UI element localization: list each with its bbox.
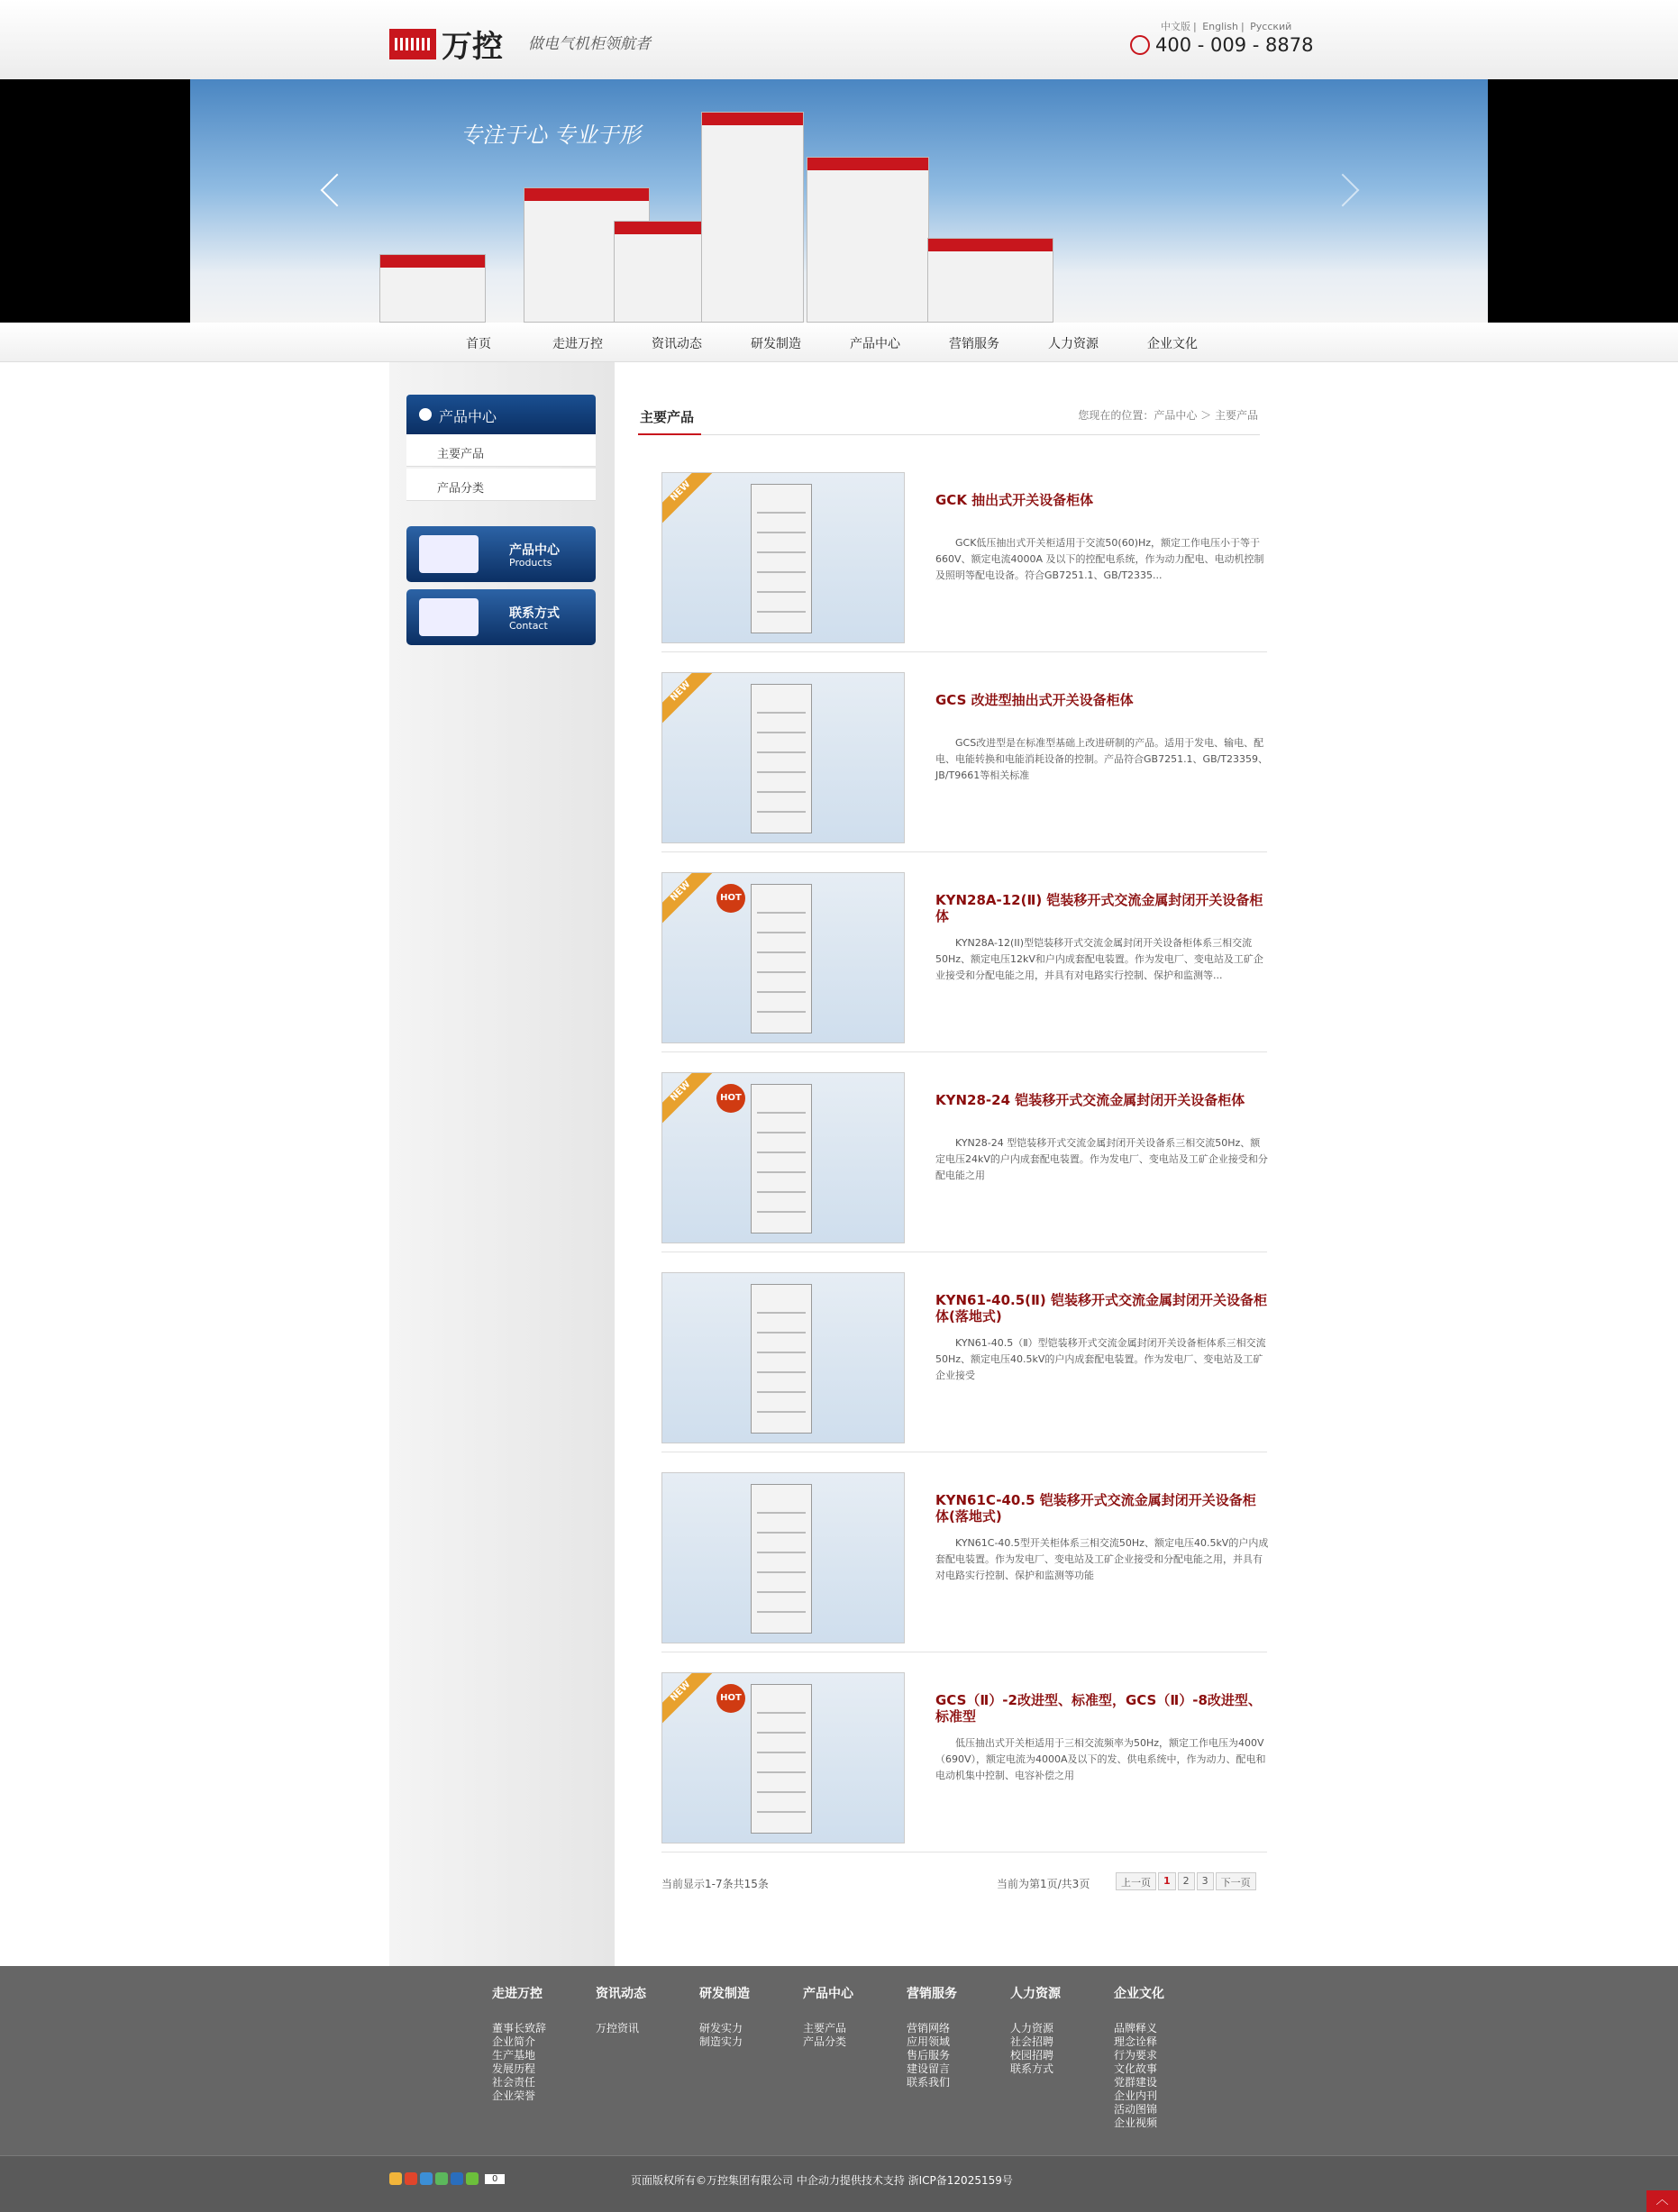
card-title: 产品中心: [509, 543, 560, 558]
pager-page-info: 当前为第1页/共3页: [997, 1878, 1090, 1890]
product-image[interactable]: [661, 472, 905, 643]
renren-share-icon[interactable]: [451, 2172, 463, 2185]
product-desc: 低压抽出式开关柜适用于三相交流频率为50Hz，额定工作电压为400V（690V），额定电流为4000A及以下的发、供电系统中，作为动力、配电和电动机集中控制、电容补偿之用: [935, 1737, 1266, 1781]
footer-link[interactable]: 发展历程: [492, 2062, 536, 2075]
phone-number: 400 - 009 - 8878: [1155, 34, 1314, 56]
product-item: [661, 1072, 1267, 1252]
footer-heading[interactable]: 营销服务: [907, 1987, 957, 2001]
nav-hr[interactable]: 人力资源: [1048, 337, 1099, 351]
product-item: [661, 672, 1267, 852]
phone-icon: [1130, 35, 1150, 55]
sidebar-item-main-products[interactable]: 主要产品: [406, 434, 596, 467]
title-divider: [638, 434, 1260, 435]
footer-link[interactable]: 理念诠释: [1114, 2035, 1158, 2048]
main-content: [615, 362, 1289, 1966]
lang-russian[interactable]: Русский: [1250, 21, 1292, 32]
prev-page-button[interactable]: 上一页: [1116, 1872, 1156, 1890]
footer-link[interactable]: 校园招聘: [1010, 2049, 1054, 2062]
page-1-button[interactable]: 1: [1158, 1872, 1176, 1890]
banner-next-arrow-icon[interactable]: [1327, 174, 1360, 207]
pager: [1116, 1872, 1258, 1890]
footer-link[interactable]: 联系我们: [907, 2076, 951, 2089]
back-to-top-icon[interactable]: ︿: [1646, 2190, 1678, 2212]
footer-col-news: [596, 1984, 646, 2035]
product-desc: KYN61-40.5（Ⅱ）型铠装移开式交流金属封闭开关设备柜体系三相交流50Hz、额定电压40.5kV的户内成套配电装置。作为发电厂、变电站及工矿企业接受: [935, 1337, 1266, 1381]
product-desc: GCS改进型是在标准型基础上改进研制的产品。适用于发电、输电、配电、电能转换和电能消耗设备的控制。产品符合GB7251.1、GB/T23359、JB/T9661等相关标准: [935, 737, 1269, 781]
contact-thumb-icon: [419, 598, 479, 636]
product-title[interactable]: GCK 抽出式开关设备柜体: [935, 492, 1094, 508]
share-count: 0: [485, 2174, 505, 2184]
hot-badge: HOT: [716, 884, 745, 913]
product-title[interactable]: KYN61C-40.5 铠装移开式交流金属封闭开关设备柜体(落地式): [935, 1492, 1256, 1525]
new-badge: NEW: [661, 672, 713, 724]
footer-col-hr: [1010, 1984, 1061, 2076]
logo[interactable]: [389, 22, 503, 66]
card-title: 联系方式: [509, 606, 560, 621]
product-desc: KYN61C-40.5型开关柜体系三相交流50Hz、额定电压40.5kV的户内成套配电装置。作为发电厂、变电站及工矿企业接受和分配电能之用，并具有对电路实行控制、保护和监测等功能: [935, 1537, 1269, 1581]
page-2-button[interactable]: 2: [1178, 1872, 1195, 1890]
breadcrumb: 您现在的位置：产品中心 ＞ 主要产品: [1078, 409, 1258, 422]
page-title: 主要产品: [640, 409, 695, 425]
new-badge: NEW: [661, 1672, 713, 1724]
footer-link[interactable]: 社会招聘: [1010, 2035, 1054, 2048]
new-badge: NEW: [661, 1072, 713, 1124]
page-body: [389, 362, 1289, 1966]
footer-link[interactable]: 产品分类: [803, 2035, 847, 2048]
lang-chinese[interactable]: 中文版: [1161, 21, 1190, 32]
sidebar-card-products[interactable]: [406, 526, 596, 582]
product-desc: GCK低压抽出式开关柜适用于交流50(60)Hz，额定工作电压小于等于660V、额定电流4000A 及以下的控配电系统，作为动力配电、电动机控制及照明等配电设备。符合GB7251.1、GB/T2335...: [935, 537, 1264, 581]
product-item: [661, 1472, 1267, 1652]
footer-link[interactable]: 应用领域: [907, 2035, 951, 2048]
banner-prev-arrow-icon[interactable]: [321, 174, 354, 207]
product-image[interactable]: [661, 672, 905, 843]
hot-badge: HOT: [716, 1684, 745, 1713]
footer-link[interactable]: 活动图锦: [1114, 2103, 1158, 2116]
nav-news[interactable]: 资讯动态: [652, 337, 702, 351]
footer-link[interactable]: 研发实力: [699, 2022, 743, 2034]
footer-heading[interactable]: 走进万控: [492, 1987, 543, 2001]
product-image[interactable]: [661, 872, 905, 1043]
footer-link[interactable]: 社会责任: [492, 2076, 536, 2089]
card-subtitle: Products: [509, 557, 552, 569]
footer-link[interactable]: 人力资源: [1010, 2022, 1054, 2034]
product-title[interactable]: KYN28-24 铠装移开式交流金属封闭开关设备柜体: [935, 1092, 1245, 1108]
copyright: 页面版权所有©万控集团有限公司 中企动力提供技术支持 浙ICP备12025159号: [631, 2174, 1013, 2187]
logo-mark-icon: [389, 29, 436, 59]
banner: [0, 79, 1678, 323]
product-image[interactable]: [661, 1472, 905, 1643]
product-title[interactable]: GCS（Ⅱ）-2改进型、标准型，GCS（Ⅱ）-8改进型、标准型: [935, 1692, 1262, 1725]
cabinet-image: [701, 112, 804, 323]
footer-link[interactable]: 行为要求: [1114, 2049, 1158, 2062]
product-item: [661, 472, 1267, 652]
card-subtitle: Contact: [509, 620, 548, 632]
footer-link[interactable]: 品牌释义: [1114, 2022, 1158, 2034]
product-item: [661, 1672, 1267, 1852]
share-bar: [389, 2172, 505, 2185]
header: [0, 0, 1678, 79]
nav-rd[interactable]: 研发制造: [751, 337, 801, 351]
sidebar-item-categories[interactable]: 产品分类: [406, 469, 596, 501]
more-share-icon[interactable]: [466, 2172, 479, 2185]
footer-link[interactable]: 文化故事: [1114, 2062, 1158, 2075]
cabinet-image: [379, 254, 486, 323]
footer-link[interactable]: 建设留言: [907, 2062, 951, 2075]
cabinet-image: [927, 238, 1053, 323]
footer-link[interactable]: 企业视频: [1114, 2116, 1158, 2129]
products-thumb-icon: [419, 535, 479, 573]
bullet-icon: [419, 408, 432, 421]
page-3-button[interactable]: 3: [1197, 1872, 1214, 1890]
footer-link[interactable]: 企业内刊: [1114, 2089, 1158, 2102]
sidebar: [389, 362, 615, 1966]
sidebar-title: [406, 395, 596, 434]
footer: [0, 1966, 1678, 2212]
footer-col-rd: [699, 1984, 750, 2049]
product-desc: KYN28-24 型铠装移开式交流金属封闭开关设备系三相交流50Hz、额定电压24kV的户内成套配电装置。作为发电厂、变电站及工矿企业接受和分配电能之用: [935, 1137, 1268, 1181]
product-title[interactable]: KYN61-40.5(Ⅱ) 铠装移开式交流金属封闭开关设备柜体(落地式): [935, 1292, 1267, 1324]
footer-link[interactable]: 售后服务: [907, 2049, 951, 2062]
footer-link[interactable]: 主要产品: [803, 2022, 847, 2034]
pager-summary: 当前显示1-7条共15条: [661, 1878, 769, 1890]
new-badge: NEW: [661, 472, 713, 523]
footer-col-culture: [1114, 1984, 1164, 2130]
nav-marketing[interactable]: 营销服务: [949, 337, 999, 351]
sidebar-title-text: 产品中心: [439, 408, 497, 425]
hotline: [1130, 34, 1313, 56]
product-item: [661, 872, 1267, 1052]
footer-heading[interactable]: 企业文化: [1114, 1987, 1164, 2001]
footer-link[interactable]: 生产基地: [492, 2049, 536, 2062]
product-image[interactable]: [661, 1072, 905, 1243]
banner-slide: [190, 79, 1488, 323]
lang-english[interactable]: English: [1202, 21, 1238, 32]
nav-products[interactable]: 产品中心: [850, 337, 900, 351]
footer-link[interactable]: 党群建设: [1114, 2076, 1158, 2089]
logo-text: 万控: [442, 29, 503, 65]
cabinet-image: [614, 221, 704, 323]
slogan: 做电气机柜领航者: [528, 35, 651, 53]
new-badge: NEW: [661, 872, 713, 924]
footer-link[interactable]: 营销网络: [907, 2022, 951, 2034]
product-item: [661, 1272, 1267, 1452]
language-switcher: 中文版 | English | Русский: [1161, 21, 1292, 32]
sidebar-card-contact[interactable]: [406, 589, 596, 645]
footer-heading[interactable]: 产品中心: [803, 1987, 853, 2001]
nav-home[interactable]: 首页: [466, 337, 491, 351]
weibo-share-icon[interactable]: [405, 2172, 417, 2185]
qzone-share-icon[interactable]: [389, 2172, 402, 2185]
product-title[interactable]: KYN28A-12(Ⅱ) 铠装移开式交流金属封闭开关设备柜体: [935, 892, 1263, 924]
main-nav: [0, 323, 1678, 362]
product-image[interactable]: [661, 1672, 905, 1843]
footer-bottom: [0, 2155, 1678, 2212]
nav-culture[interactable]: 企业文化: [1147, 337, 1198, 351]
footer-col-products: [803, 1984, 853, 2049]
cabinet-image: [807, 157, 929, 323]
footer-link[interactable]: 制造实力: [699, 2035, 743, 2048]
footer-link[interactable]: 万控资讯: [596, 2022, 640, 2034]
tencent-weibo-share-icon[interactable]: [420, 2172, 433, 2185]
footer-link[interactable]: 企业简介: [492, 2035, 536, 2048]
banner-slogan: 专注于心 专业于形: [461, 123, 641, 148]
footer-heading[interactable]: 资讯动态: [596, 1987, 646, 2001]
next-page-button[interactable]: 下一页: [1216, 1872, 1256, 1890]
footer-col-marketing: [907, 1984, 957, 2089]
footer-col-about: [492, 1984, 546, 2103]
footer-heading[interactable]: 研发制造: [699, 1987, 750, 2001]
nav-about[interactable]: 走进万控: [552, 337, 603, 351]
product-desc: KYN28A-12(II)型铠装移开式交流金属封闭开关设备柜体系三相交流50Hz、额定电压12kV和户内成套配电装置。作为发电厂、变电站及工矿企业接受和分配电能之用，并具有对电路实行控制、保护和监测等...: [935, 937, 1263, 981]
product-image[interactable]: [661, 1272, 905, 1443]
footer-link[interactable]: 企业荣誉: [492, 2089, 536, 2102]
hot-badge: HOT: [716, 1084, 745, 1113]
product-title[interactable]: GCS 改进型抽出式开关设备柜体: [935, 692, 1134, 708]
wechat-share-icon[interactable]: [435, 2172, 448, 2185]
footer-link[interactable]: 联系方式: [1010, 2062, 1054, 2075]
footer-heading[interactable]: 人力资源: [1010, 1987, 1061, 2001]
footer-link[interactable]: 董事长致辞: [492, 2022, 547, 2034]
